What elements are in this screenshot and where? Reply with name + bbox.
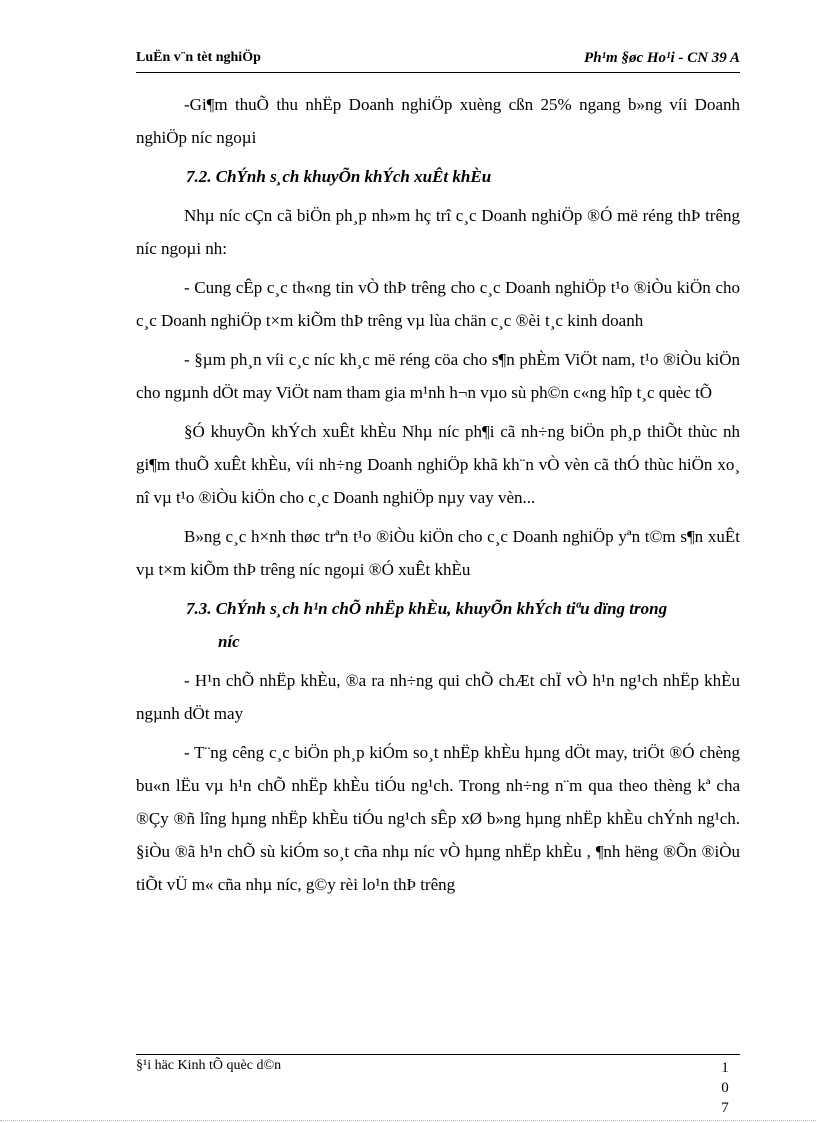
section-heading-7-3-line2: níc bbox=[218, 632, 240, 651]
page-number-digit: 7 bbox=[721, 1100, 729, 1116]
paragraph-conditions: B»ng c¸c h×nh thøc trªn t¹o ®iÒu kiÖn cho c¸c Doanh nghiÖp yªn t©m s¶n xuÊt vµ t×m kiÕm thÞ trêng níc ngoµi ®Ó xuÊt khÈu bbox=[136, 527, 740, 579]
paragraph-market-info: - Cung cÊp c¸c th«ng tin vÒ thÞ trêng cho c¸c Doanh nghiÖp t¹o ®iÒu kiÖn cho c¸c Doanh nghiÖp t×m kiÕm thÞ trêng vµ lùa chän c¸c ®èi t¸c kinh doanh bbox=[136, 278, 740, 330]
page-body bbox=[136, 88, 740, 907]
section-heading-7-3-line1: 7.3. ChÝnh s¸ch h¹n chÕ nhËp khÈu, khuyÕn khÝch tiªu dïng trong bbox=[186, 599, 668, 618]
page-number bbox=[718, 1058, 732, 1118]
paragraph-negotiation: - §µm ph¸n víi c¸c níc kh¸c më réng cöa cho s¶n phÈm ViÖt nam, t¹o ®iÒu kiÖn cho ngµnh dÖt may ViÖt nam tham gia m¹nh h¬n vµo sù ph©n c«ng hîp t¸c quèc tÕ bbox=[136, 350, 740, 402]
section-heading-7-2: 7.2. ChÝnh s¸ch khuyÕn khÝch xuÊt khÈu bbox=[186, 167, 492, 186]
footer-university: §¹i häc Kinh tÕ quèc d©n bbox=[136, 1058, 282, 1073]
page-number-digit: 0 bbox=[721, 1080, 729, 1096]
section-heading-7-3 bbox=[136, 592, 740, 658]
paragraph-tax-reduction: -Gi¶m thuÕ thu nhËp Doanh nghiÖp xuèng cßn 25% ngang b»ng víi Doanh nghiÖp níc ngoµi bbox=[136, 95, 740, 147]
paragraph-state-support: Nhµ níc cÇn cã biÖn ph¸p nh»m hç trî c¸c Doanh nghiÖp ®Ó më réng thÞ trêng níc ngoµi nh: bbox=[136, 206, 740, 258]
paragraph-import-control: - T¨ng cêng c¸c biÖn ph¸p kiÓm so¸t nhËp khÈu hµng dÖt may, triÖt ®Ó chèng bu«n lËu vµ h¹n chÕ nhËp khÈu tiÓu ng¹ch. Trong nh÷ng n¨m qua theo thèng kª cha ®Çy ®ñ lîng hµng nhËp khÈu tiÓu ng¹ch sÊp xØ b»ng hµng nhËp khÈu chÝnh ng¹ch. §iÒu ®ã h¹n chÕ sù kiÓm so¸t cña nhµ níc vÒ hµng nhËp khÈu , ¶nh hëng ®Õn ®iÒu tiÕt vÜ m« cña nhµ níc, g©y rèi lo¹n thÞ trêng bbox=[136, 743, 740, 894]
page-number-digit: 1 bbox=[721, 1060, 729, 1076]
header-thesis-title: LuËn v¨n tèt nghiÖp bbox=[136, 50, 261, 65]
paragraph-export-incentive: §Ó khuyÕn khÝch xuÊt khÈu Nhµ níc ph¶i cã nh÷ng biÖn ph¸p thiÕt thùc nh gi¶m thuÕ xuÊt khÈu, víi nh÷ng Doanh nghiÖp khã kh¨n vÒ vèn cã thÓ thùc hiÖn xo¸ nî vµ t¹o ®iÒu kiÖn cho c¸c Doanh nghiÖp nµy vay vèn... bbox=[136, 422, 740, 507]
footer-divider bbox=[136, 1054, 740, 1055]
paragraph-import-limit: - H¹n chÕ nhËp khÈu, ®a ra nh÷ng qui chÕ chÆt chÏ vÒ h¹n ng¹ch nhËp khÈu ngµnh dÖt may bbox=[136, 671, 740, 723]
header-author: Ph¹m §øc Ho¹i - CN 39 A bbox=[584, 50, 740, 66]
page-header bbox=[136, 48, 740, 73]
page-bottom-edge bbox=[0, 1120, 816, 1121]
